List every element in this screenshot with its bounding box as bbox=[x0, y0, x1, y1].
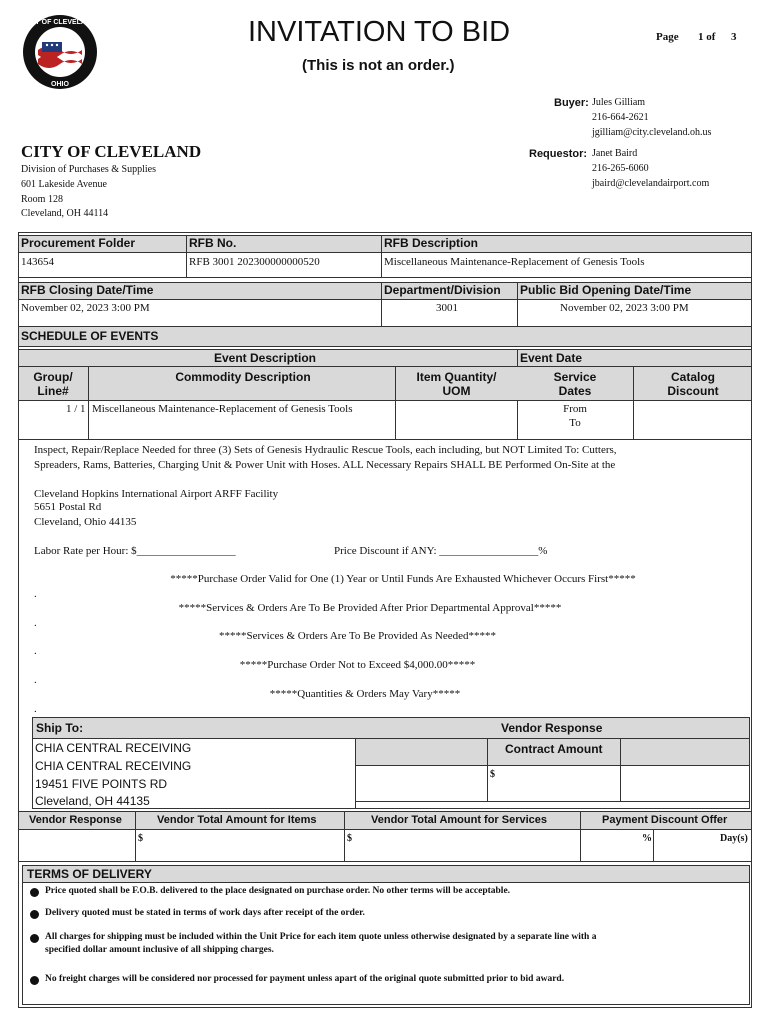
note-dot-4: . bbox=[34, 674, 37, 686]
org-division: Division of Purchases & Supplies bbox=[21, 164, 156, 175]
requestor-email[interactable]: jbaird@clevelandairport.com bbox=[592, 178, 710, 189]
requestor-name: Janet Baird bbox=[592, 148, 638, 159]
city-seal-logo bbox=[22, 14, 98, 90]
page-subtitle: (This is not an order.) bbox=[302, 57, 455, 74]
group-label-2: Line# bbox=[37, 384, 69, 398]
rfb-description-value: Miscellaneous Maintenance-Replacement of Genesis Tools bbox=[384, 256, 645, 268]
commodity-label: Commodity Description bbox=[175, 370, 311, 384]
buyer-email[interactable]: jgilliam@city.cleveland.oh.us bbox=[592, 127, 712, 138]
facility-street: 5651 Postal Rd bbox=[34, 501, 102, 513]
ship-line-2: CHIA CENTRAL RECEIVING bbox=[35, 759, 192, 773]
procurement-folder-value: 143654 bbox=[21, 256, 54, 268]
org-street: 601 Lakeside Avenue bbox=[21, 179, 107, 190]
department-value: 3001 bbox=[436, 302, 458, 314]
service-label-1: Service bbox=[553, 370, 597, 384]
line-number: 1 / 1 bbox=[66, 403, 86, 415]
scope-line-1: Inspect, Repair/Replace Needed for three (3) Sets of Genesis Hydraulic Rescue Tools, each including, but NOT Limited To: Cutters, bbox=[34, 444, 617, 456]
service-from: From bbox=[563, 403, 587, 415]
bullet-icon bbox=[30, 976, 39, 985]
buyer-phone: 216-664-2621 bbox=[592, 112, 649, 123]
contract-amount-label: Contract Amount bbox=[505, 742, 603, 756]
service-to: To bbox=[569, 417, 581, 429]
note-quantities-vary: *****Quantities & Orders May Vary***** bbox=[269, 688, 461, 700]
bullet-icon bbox=[30, 888, 39, 897]
contract-amount-dollar[interactable]: $ bbox=[490, 769, 495, 780]
bullet-icon bbox=[30, 934, 39, 943]
bid-opening-label: Public Bid Opening Date/Time bbox=[520, 283, 692, 297]
event-header-row bbox=[19, 350, 751, 366]
ship-to-label: Ship To: bbox=[36, 721, 84, 735]
totals-payment-label: Payment Discount Offer bbox=[602, 814, 728, 826]
event-date-label: Event Date bbox=[520, 351, 583, 365]
closing-date-label: RFB Closing Date/Time bbox=[21, 283, 154, 297]
page-title: INVITATION TO BID bbox=[248, 16, 511, 48]
ship-line-4: Cleveland, OH 44135 bbox=[35, 794, 150, 808]
org-name: CITY OF CLEVELAND bbox=[21, 142, 202, 161]
note-not-to-exceed: *****Purchase Order Not to Exceed $4,000.00***** bbox=[239, 659, 476, 671]
term-delivery: Delivery quoted must be stated in terms of work days after receipt of the order. bbox=[45, 908, 365, 918]
note-dot-1: . bbox=[34, 588, 37, 600]
page-total: 3 bbox=[731, 31, 737, 43]
term-freight: No freight charges will be considered nor processed for payment unless apart of the original quote submitted prior to bid award. bbox=[45, 974, 565, 984]
org-city: Cleveland, OH 44114 bbox=[21, 208, 109, 219]
discount-days-field[interactable]: Day(s) bbox=[720, 833, 748, 844]
note-purchase-order-valid: *****Purchase Order Valid for One (1) Year or Until Funds Are Exhausted Whichever Occurs First***** bbox=[170, 573, 636, 585]
catalog-label-1: Catalog bbox=[670, 370, 715, 384]
price-discount-field[interactable]: Price Discount if ANY: __________________% bbox=[334, 545, 548, 557]
vendor-response-label: Vendor Response bbox=[501, 721, 603, 735]
bullet-icon bbox=[30, 910, 39, 919]
svg-text:CITY OF CLEVELAND: CITY OF CLEVELAND bbox=[23, 19, 97, 26]
rfb-no-value: RFB 3001 202300000000520 bbox=[189, 256, 320, 268]
procurement-folder-label: Procurement Folder bbox=[21, 236, 136, 250]
scope-line-2: Spreaders, Rams, Batteries, Charging Unit & Power Unit with Hoses. ALL Necessary Repairs SHALL BE Performed On-Site at the bbox=[34, 459, 616, 471]
ship-line-3: 19451 FIVE POINTS RD bbox=[35, 777, 168, 791]
page-label: Page bbox=[656, 31, 679, 43]
items-dollar-field[interactable]: $ bbox=[138, 833, 143, 844]
page-number: 1 of bbox=[698, 31, 716, 43]
services-dollar-field[interactable]: $ bbox=[347, 833, 352, 844]
rfb-description-label: RFB Description bbox=[384, 236, 479, 250]
group-label-1: Group/ bbox=[33, 370, 73, 384]
labor-rate-field[interactable]: Labor Rate per Hour: $__________________ bbox=[34, 545, 236, 557]
ship-header-row bbox=[33, 718, 749, 738]
note-dot-2: . bbox=[34, 617, 37, 629]
requestor-label: Requestor: bbox=[529, 148, 588, 160]
term-shipping-line-2: specified dollar amount inclusive of all shipping charges. bbox=[45, 945, 274, 955]
closing-date-value: November 02, 2023 3:00 PM bbox=[21, 302, 150, 314]
note-dot-3: . bbox=[34, 645, 37, 657]
qty-label-2: UOM bbox=[442, 384, 471, 398]
org-room: Room 128 bbox=[21, 194, 63, 205]
catalog-label-2: Discount bbox=[667, 384, 719, 398]
note-prior-approval: *****Services & Orders Are To Be Provided After Prior Departmental Approval***** bbox=[178, 602, 562, 614]
line-description: Miscellaneous Maintenance-Replacement of Genesis Tools bbox=[92, 403, 353, 415]
schedule-title: SCHEDULE OF EVENTS bbox=[21, 329, 159, 343]
svg-text:OHIO: OHIO bbox=[51, 81, 69, 88]
facility-name: Cleveland Hopkins International Airport ARFF Facility bbox=[34, 488, 279, 500]
totals-items-label: Vendor Total Amount for Items bbox=[157, 814, 317, 826]
term-shipping-line-1: All charges for shipping must be included within the Unit Price for each item quote unless otherwise designated by a separate line with a bbox=[45, 932, 597, 942]
term-fob: Price quoted shall be F.O.B. delivered to the place designated on purchase order. No other terms will be acceptable. bbox=[45, 886, 511, 896]
discount-percent-field[interactable]: % bbox=[642, 833, 652, 844]
service-label-2: Dates bbox=[558, 384, 592, 398]
buyer-label: Buyer: bbox=[554, 97, 589, 109]
requestor-phone: 216-265-6060 bbox=[592, 163, 649, 174]
note-as-needed: *****Services & Orders Are To Be Provided As Needed***** bbox=[218, 630, 497, 642]
note-dot-5: . bbox=[34, 703, 37, 715]
bid-opening-value: November 02, 2023 3:00 PM bbox=[560, 302, 689, 314]
ship-line-1: CHIA CENTRAL RECEIVING bbox=[35, 741, 192, 755]
qty-label-1: Item Quantity/ bbox=[416, 370, 497, 384]
rfb-no-label: RFB No. bbox=[189, 236, 237, 250]
event-description-label: Event Description bbox=[213, 351, 317, 365]
facility-city: Cleveland, Ohio 44135 bbox=[34, 516, 137, 528]
totals-services-label: Vendor Total Amount for Services bbox=[371, 814, 548, 826]
totals-vendor-response: Vendor Response bbox=[29, 814, 122, 826]
terms-title: TERMS OF DELIVERY bbox=[27, 867, 152, 881]
department-label: Department/Division bbox=[384, 283, 501, 297]
buyer-name: Jules Gilliam bbox=[592, 97, 646, 108]
